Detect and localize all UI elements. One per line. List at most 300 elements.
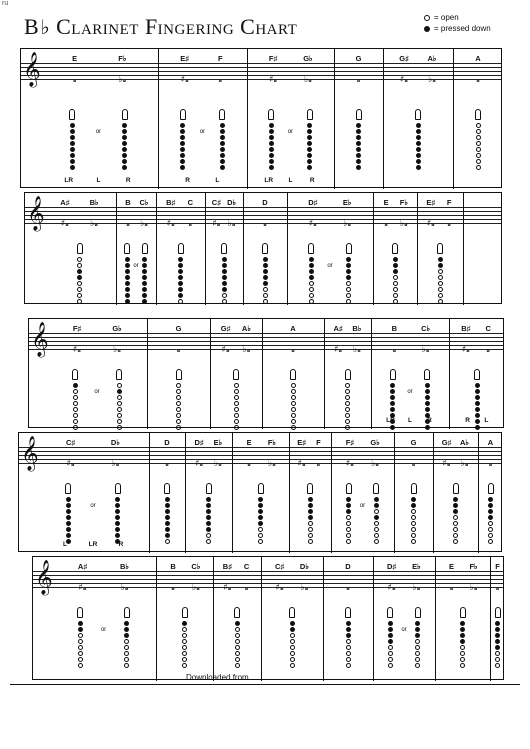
pressed-hole-icon <box>165 503 170 508</box>
staff-line <box>25 211 501 212</box>
open-hole-icon <box>206 539 211 544</box>
thumb-key-icon <box>387 607 393 618</box>
pressed-hole-icon <box>346 269 351 274</box>
fingering-diagram <box>206 483 212 544</box>
pressed-hole-icon <box>178 281 183 286</box>
pressed-hole-icon <box>66 527 71 532</box>
open-hole-icon <box>234 419 239 424</box>
open-hole-icon <box>460 651 465 656</box>
note-head-icon: ♯𝅝 <box>442 459 451 469</box>
or-label: or <box>90 503 96 509</box>
open-hole-icon <box>234 425 239 430</box>
note-name-label: A♭ <box>460 438 469 447</box>
pressed-hole-icon <box>374 497 379 502</box>
thumb-key-icon <box>221 243 227 254</box>
note-name-label: F <box>316 438 321 447</box>
open-hole-icon <box>73 419 78 424</box>
fingering-diagram <box>77 243 83 304</box>
fingering-diagram <box>176 369 182 430</box>
thumb-key-icon <box>124 243 130 254</box>
column-divider <box>243 193 244 305</box>
fingering-diagram <box>373 483 379 544</box>
hand-label: L <box>96 177 101 184</box>
open-hole-icon <box>222 293 227 298</box>
hand-label: R <box>309 177 315 184</box>
legend-pressed-row <box>424 23 491 34</box>
open-hole-icon <box>291 419 296 424</box>
open-hole-icon <box>476 123 481 128</box>
pressed-hole-icon <box>115 503 120 508</box>
staff-line <box>19 459 501 460</box>
open-hole-icon <box>346 299 351 304</box>
pressed-hole-icon <box>460 633 465 638</box>
fingering-diagram <box>182 607 188 668</box>
open-hole-icon <box>438 269 443 274</box>
pressed-hole-icon <box>416 153 421 158</box>
chart-section-4 <box>18 432 502 552</box>
pressed-hole-icon <box>180 129 185 134</box>
fingering-diagram <box>460 607 466 668</box>
pressed-hole-icon <box>122 147 127 152</box>
fingering-diagram <box>290 369 296 430</box>
open-hole-icon <box>345 383 350 388</box>
column-divider <box>324 319 325 429</box>
thumb-key-icon <box>258 483 264 494</box>
pressed-hole-icon <box>390 425 395 430</box>
fingering-diagram <box>178 243 184 304</box>
fingering-diagram <box>346 483 352 544</box>
hand-label: L <box>288 177 293 184</box>
open-hole-icon <box>488 539 493 544</box>
fingering-diagram <box>411 483 417 544</box>
fingering-diagram <box>356 109 362 170</box>
open-hole-icon <box>346 657 351 662</box>
note-name-label: G♭ <box>303 54 313 63</box>
pressed-hole-icon <box>495 627 500 632</box>
note-head-icon: 𝅝 <box>263 219 267 229</box>
open-hole-icon <box>235 663 240 668</box>
open-hole-icon <box>117 401 122 406</box>
pressed-hole-icon <box>222 281 227 286</box>
fingering-diagram <box>115 483 121 544</box>
pressed-hole-icon <box>346 621 351 626</box>
open-hole-icon <box>374 521 379 526</box>
pressed-hole-icon <box>475 383 480 388</box>
pressed-hole-icon <box>206 521 211 526</box>
open-hole-icon <box>176 389 181 394</box>
hand-label: R <box>427 417 432 424</box>
note-name-label: A♭ <box>241 324 251 333</box>
note-name-label: C♯ <box>66 438 76 447</box>
open-hole-icon <box>117 425 122 430</box>
note-name-label: B♯ <box>222 562 232 571</box>
note-name-label: D♭ <box>227 198 237 207</box>
note-name-label: E♭ <box>213 438 223 447</box>
note-head-icon: ♭𝅝 <box>267 459 276 469</box>
thumb-key-icon <box>69 109 75 120</box>
pressed-hole-icon <box>475 395 480 400</box>
pressed-hole-icon <box>165 515 170 520</box>
fingering-diagram <box>258 483 264 544</box>
open-hole-icon <box>488 521 493 526</box>
pressed-hole-icon <box>388 633 393 638</box>
open-hole-icon <box>346 651 351 656</box>
fingering-diagram <box>233 369 239 430</box>
open-hole-icon <box>309 287 314 292</box>
open-hole-icon <box>393 287 398 292</box>
column-divider <box>210 319 211 429</box>
note-head-icon: ♭𝅝 <box>412 583 421 593</box>
pressed-hole-icon <box>356 129 361 134</box>
staff-line <box>21 63 501 64</box>
pressed-hole-icon <box>495 621 500 626</box>
open-hole-icon <box>77 281 82 286</box>
page-title <box>24 14 297 40</box>
pressed-hole-icon <box>125 299 130 304</box>
open-hole-icon <box>178 299 183 304</box>
open-hole-icon <box>78 657 83 662</box>
pressed-hole-icon <box>425 425 430 430</box>
pressed-hole-icon <box>425 383 430 388</box>
open-hole-icon <box>438 275 443 280</box>
open-hole-icon <box>290 633 295 638</box>
thumb-key-icon <box>345 607 351 618</box>
open-hole-icon <box>476 141 481 146</box>
pressed-hole-icon <box>269 123 274 128</box>
note-name-label: F♯ <box>72 324 82 333</box>
open-hole-icon <box>476 159 481 164</box>
note-head-icon: 𝅝 <box>346 583 350 593</box>
pressed-hole-icon <box>416 159 421 164</box>
column-divider <box>449 319 450 429</box>
pressed-hole-icon <box>309 257 314 262</box>
legend <box>424 12 491 34</box>
open-hole-icon <box>222 299 227 304</box>
note-head-icon: ♯𝅝 <box>297 459 306 469</box>
open-hole-icon <box>415 663 420 668</box>
note-name-label: E♯ <box>180 54 190 63</box>
open-hole-icon <box>263 293 268 298</box>
open-hole-icon <box>495 651 500 656</box>
column-divider <box>116 193 117 305</box>
note-head-icon: 𝅝 <box>411 459 416 469</box>
pressed-hole-icon <box>346 509 351 514</box>
open-hole-icon <box>234 383 239 388</box>
note-name-label: B♯ <box>166 198 176 207</box>
pressed-hole-icon <box>460 639 465 644</box>
or-label: or <box>94 389 100 395</box>
pressed-hole-icon <box>308 497 313 502</box>
thumb-key-icon <box>307 483 313 494</box>
pressed-hole-icon <box>453 503 458 508</box>
open-hole-icon <box>291 389 296 394</box>
open-hole-icon <box>453 539 458 544</box>
open-hole-icon <box>415 657 420 662</box>
pressed-hole-icon <box>235 621 240 626</box>
fingering-diagram <box>307 109 313 170</box>
note-head-icon: 𝅝 <box>165 459 169 469</box>
pressed-hole-icon <box>453 497 458 502</box>
column-divider <box>289 433 290 553</box>
pressed-hole-icon <box>206 509 211 514</box>
pressed-hole-icon <box>424 26 430 32</box>
thumb-key-icon <box>178 243 184 254</box>
pressed-hole-icon <box>165 533 170 538</box>
pressed-hole-icon <box>269 129 274 134</box>
staff-line <box>19 455 501 456</box>
pressed-hole-icon <box>346 257 351 262</box>
note-head-icon: ♯𝅝 <box>461 345 470 355</box>
pressed-hole-icon <box>222 275 227 280</box>
pressed-hole-icon <box>220 165 225 170</box>
open-hole-icon <box>345 401 350 406</box>
thumb-key-icon <box>77 607 83 618</box>
note-name-label: B♭ <box>352 324 362 333</box>
thumb-key-icon <box>164 483 170 494</box>
column-divider <box>334 49 335 189</box>
note-name-label: C♭ <box>191 562 201 571</box>
pressed-hole-icon <box>307 135 312 140</box>
staff-line <box>21 71 501 72</box>
note-name-label: E♯ <box>426 198 436 207</box>
note-name-label: C <box>243 562 250 571</box>
open-hole-icon <box>476 129 481 134</box>
or-label: or <box>100 627 107 633</box>
pressed-hole-icon <box>258 497 263 502</box>
pressed-hole-icon <box>263 263 268 268</box>
legend-open-label: = open <box>434 13 459 22</box>
note-name-label: G♯ <box>220 324 231 333</box>
pressed-hole-icon <box>356 165 361 170</box>
fingering-diagram <box>234 607 240 668</box>
open-hole-icon <box>291 425 296 430</box>
open-hole-icon <box>346 539 351 544</box>
open-hole-icon <box>290 639 295 644</box>
fingering-diagram <box>387 607 393 668</box>
thumb-key-icon <box>495 607 501 618</box>
thumb-key-icon <box>124 607 130 618</box>
note-head-icon: ♭𝅝 <box>300 583 309 593</box>
pressed-hole-icon <box>220 141 225 146</box>
open-hole-icon <box>176 395 181 400</box>
note-name-label: G <box>175 324 182 333</box>
thumb-key-icon <box>390 369 396 380</box>
pressed-hole-icon <box>182 621 187 626</box>
thumb-key-icon <box>180 109 186 120</box>
column-divider <box>205 193 206 305</box>
note-name-label: G♯ <box>399 54 409 63</box>
column-divider <box>433 433 434 553</box>
open-hole-icon <box>346 663 351 668</box>
open-hole-icon <box>374 527 379 532</box>
pressed-hole-icon <box>70 159 75 164</box>
note-head-icon: ♯𝅝 <box>345 459 354 469</box>
note-name-label: F♭ <box>399 198 408 207</box>
column-divider <box>490 557 491 681</box>
pressed-hole-icon <box>66 521 71 526</box>
fingering-diagram <box>65 483 71 544</box>
thumb-key-icon <box>122 109 128 120</box>
open-hole-icon <box>345 413 350 418</box>
note-head-icon: ♭𝅝 <box>469 583 478 593</box>
hand-label: LR <box>386 417 395 424</box>
note-name-label: G <box>355 54 362 63</box>
note-name-label: B <box>170 562 176 571</box>
fingering-diagram <box>345 607 351 668</box>
legend-pressed-label: = pressed down <box>434 24 491 33</box>
open-hole-icon <box>235 633 240 638</box>
hand-label: L <box>408 417 412 424</box>
pressed-hole-icon <box>70 129 75 134</box>
open-hole-icon <box>182 645 187 650</box>
note-name-label: C♭ <box>139 198 149 207</box>
pressed-hole-icon <box>416 135 421 140</box>
pressed-hole-icon <box>70 123 75 128</box>
bottom-rule <box>10 684 520 685</box>
staff-line <box>21 67 501 68</box>
pressed-hole-icon <box>475 389 480 394</box>
pressed-hole-icon <box>425 395 430 400</box>
pressed-hole-icon <box>142 287 147 292</box>
fingering-diagram <box>392 243 398 304</box>
note-head-icon: 𝅝 <box>447 219 451 229</box>
open-hole-icon <box>346 287 351 292</box>
pressed-hole-icon <box>416 141 421 146</box>
column-divider <box>147 319 148 429</box>
note-name-label: E♭ <box>412 562 421 571</box>
thumb-key-icon <box>219 109 225 120</box>
pressed-hole-icon <box>178 287 183 292</box>
pressed-hole-icon <box>488 509 493 514</box>
note-head-icon: ♯𝅝 <box>400 75 408 85</box>
or-label: or <box>401 627 407 633</box>
pressed-hole-icon <box>475 425 480 430</box>
column-divider <box>323 557 324 681</box>
open-hole-icon <box>346 645 351 650</box>
note-name-label: C <box>187 198 194 207</box>
pressed-hole-icon <box>411 497 416 502</box>
pressed-hole-icon <box>142 299 147 304</box>
pressed-hole-icon <box>122 153 127 158</box>
pressed-hole-icon <box>495 639 500 644</box>
staff-line <box>19 451 501 452</box>
open-hole-icon <box>453 521 458 526</box>
open-hole-icon <box>488 527 493 532</box>
open-hole-icon <box>176 425 181 430</box>
pressed-hole-icon <box>263 275 268 280</box>
pressed-hole-icon <box>142 281 147 286</box>
open-hole-icon <box>234 395 239 400</box>
open-hole-icon <box>291 395 296 400</box>
pressed-hole-icon <box>475 413 480 418</box>
thumb-key-icon <box>474 369 480 380</box>
pressed-hole-icon <box>125 281 130 286</box>
thumb-key-icon <box>437 243 443 254</box>
or-label: or <box>287 129 294 135</box>
note-head-icon: 𝅝 <box>476 75 480 85</box>
pressed-hole-icon <box>124 633 129 638</box>
note-head-icon: 𝅝 <box>188 219 193 229</box>
fingering-diagram <box>415 607 421 668</box>
pressed-hole-icon <box>356 135 361 140</box>
pressed-hole-icon <box>220 159 225 164</box>
open-hole-icon <box>258 533 263 538</box>
pressed-hole-icon <box>269 147 274 152</box>
thumb-key-icon <box>453 483 459 494</box>
open-hole-icon <box>182 633 187 638</box>
pressed-hole-icon <box>263 281 268 286</box>
note-head-icon: 𝅝 <box>176 345 181 355</box>
staff-line <box>29 349 503 350</box>
pressed-hole-icon <box>388 627 393 632</box>
note-name-label: A♯ <box>77 562 88 571</box>
open-hole-icon <box>182 651 187 656</box>
title-flat: ♭ <box>40 17 51 39</box>
treble-clef-icon: 𝄞 <box>27 196 45 231</box>
note-head-icon: ♭𝅝 <box>343 219 352 229</box>
open-hole-icon <box>117 395 122 400</box>
pressed-hole-icon <box>393 257 398 262</box>
pressed-hole-icon <box>220 153 225 158</box>
open-hole-icon <box>411 527 416 532</box>
note-name-label: E <box>448 562 455 571</box>
pressed-hole-icon <box>165 509 170 514</box>
pressed-hole-icon <box>388 621 393 626</box>
fingering-diagram <box>124 243 130 304</box>
column-divider <box>149 433 150 553</box>
open-hole-icon <box>291 413 296 418</box>
pressed-hole-icon <box>309 263 314 268</box>
open-hole-icon <box>117 413 122 418</box>
column-divider <box>156 193 157 305</box>
or-label: or <box>95 129 102 135</box>
open-hole-icon <box>182 639 187 644</box>
pressed-hole-icon <box>180 165 185 170</box>
open-hole-icon <box>176 383 181 388</box>
staff-line <box>19 447 501 448</box>
thumb-key-icon <box>290 369 296 380</box>
open-hole-icon <box>388 651 393 656</box>
pressed-hole-icon <box>122 165 127 170</box>
fingering-diagram <box>453 483 459 544</box>
pressed-hole-icon <box>346 497 351 502</box>
pressed-hole-icon <box>390 383 395 388</box>
open-hole-icon <box>424 15 430 21</box>
open-hole-icon <box>290 645 295 650</box>
note-head-icon: 𝅝 <box>247 459 251 469</box>
pressed-hole-icon <box>206 527 211 532</box>
pressed-hole-icon <box>178 293 183 298</box>
staff-line <box>29 337 503 338</box>
pressed-hole-icon <box>124 627 129 632</box>
note-head-icon: ♯𝅝 <box>275 583 284 593</box>
pressed-hole-icon <box>178 275 183 280</box>
pressed-hole-icon <box>460 627 465 632</box>
pressed-hole-icon <box>165 521 170 526</box>
open-hole-icon <box>73 407 78 412</box>
open-hole-icon <box>460 657 465 662</box>
note-name-label: A <box>290 324 296 333</box>
pressed-hole-icon <box>258 503 263 508</box>
open-hole-icon <box>411 515 416 520</box>
open-hole-icon <box>346 293 351 298</box>
open-hole-icon <box>308 533 313 538</box>
pressed-hole-icon <box>475 419 480 424</box>
note-head-icon: ♯𝅝 <box>166 219 175 229</box>
pressed-hole-icon <box>70 135 75 140</box>
fingering-diagram <box>437 243 443 304</box>
thumb-key-icon <box>116 369 122 380</box>
